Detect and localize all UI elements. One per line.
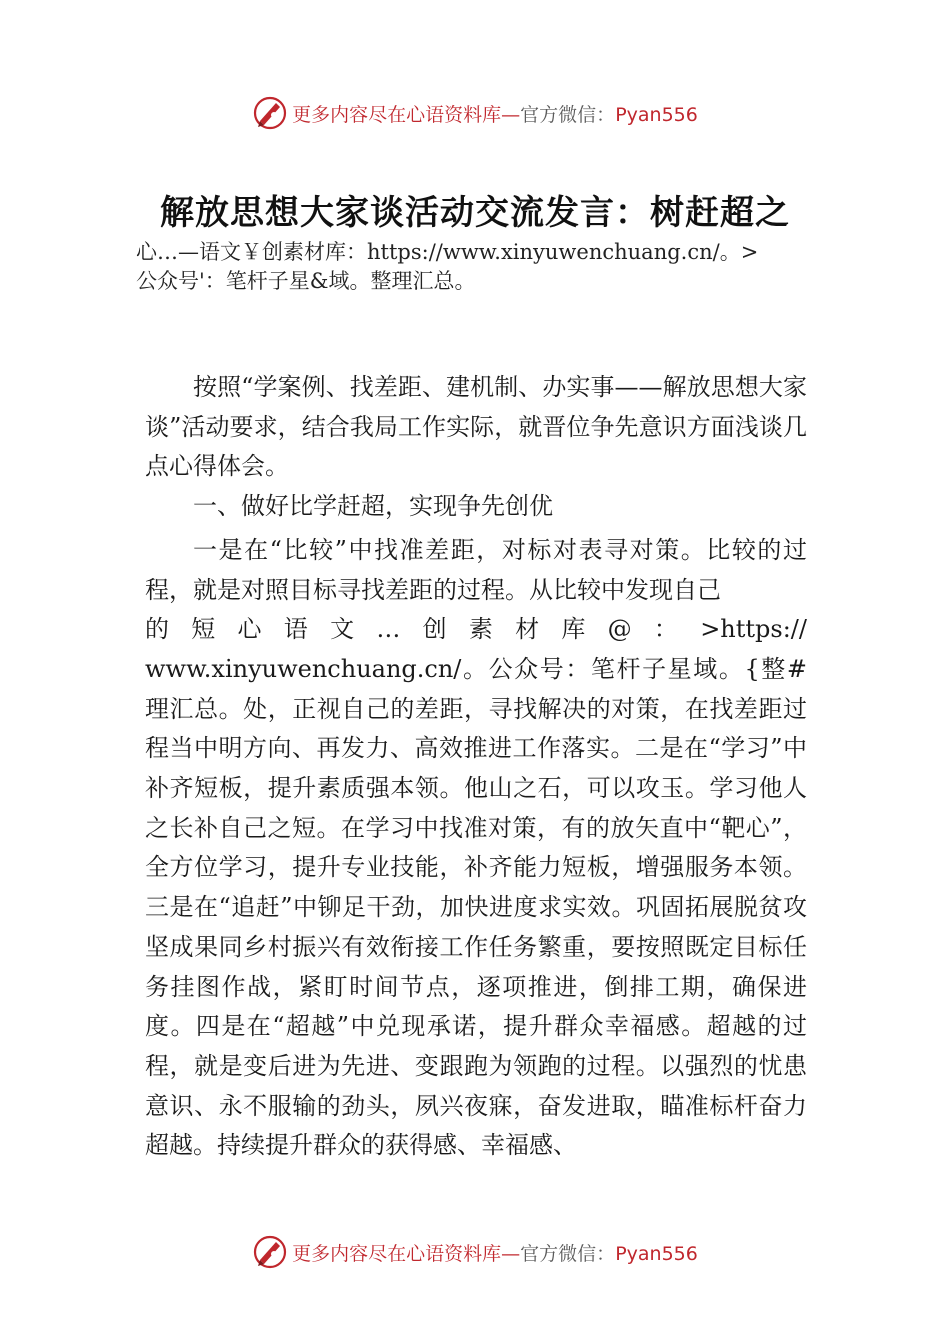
pen-logo-icon [252, 95, 288, 131]
spread-char: 短 [191, 615, 216, 644]
banner-text: 更多内容尽在心语资料库—官方微信：Pyan556 [292, 1242, 698, 1265]
spread-char: ： [653, 615, 678, 644]
paragraph-1-part-1: 一是在“比较”中找准差距，对标对表寻对策。比较的过程，就是对照目标寻找差距的过程。从比较中发现自己 [145, 535, 807, 604]
spread-char: >https:// [700, 615, 807, 644]
spread-char: 心 [237, 615, 262, 644]
subtitle-line-1: 心…—语文￥创素材库：https://www.xinyuwenchuang.cn/。> [136, 240, 759, 264]
spread-char: … [376, 615, 401, 644]
spread-char: @ [607, 615, 632, 644]
spread-char: 库 [561, 615, 586, 644]
document-body [145, 368, 807, 1166]
subtitle-line-2: 公众号'：笔杆子星&域。整理汇总。 [136, 269, 476, 293]
footer-banner [0, 1232, 950, 1272]
spread-char: 素 [468, 615, 493, 644]
section-heading-1: 一、做好比学赶超，实现争先创优 [193, 492, 553, 521]
spread-char: 创 [422, 615, 447, 644]
spread-char: 语 [283, 615, 308, 644]
document-title: 解放思想大家谈活动交流发言：树赶超之 [160, 193, 790, 233]
paragraph-1-part-2: www.xinyuwenchuang.cn/。公众号：笔杆子星域。{整#理汇总。处，正视自己的差距，寻找解决的对策，在找差距过程当中明方向、再发力、高效推进工作落实。二是在“学习”中补齐短板，提升素质强本领。他山之石，可以攻玉。学习他人之长补自己之短。在学习中找准对策，有的放矢直中“靶心”，全方位学习，提升专业技能，补齐能力短板，增强服务本领。三是在“追赶”中铆足干劲，加快进度求实效。巩固拓展脱贫攻坚成果同乡村振兴有效衔接工作任务繁重，要按照既定目标任务挂图作战，紧盯时间节点，逐项推进，倒排工期，确保进度。四是在“超越”中兑现承诺，提升群众幸福感。超越的过程，就是变后进为先进、变跟跑为领跑的过程。以强烈的忧患意识、永不服输的劲头，夙兴夜寐，奋发进取，瞄准标杆奋力超越。持续提升群众的获得感、幸福感、 [145, 654, 807, 1160]
header-banner [0, 93, 950, 133]
intro-paragraph: 按照“学案例、找差距、建机制、办实事——解放思想大家谈”活动要求，结合我局工作实际，就晋位争先意识方面浅谈几点心得体会。 [145, 373, 807, 481]
spread-char: 文 [330, 615, 355, 644]
banner-text: 更多内容尽在心语资料库—官方微信：Pyan556 [292, 103, 698, 126]
spread-char: 材 [515, 615, 540, 644]
spread-text-line [145, 610, 807, 650]
pen-logo-icon [252, 1234, 288, 1270]
spread-char: 的 [145, 615, 169, 644]
